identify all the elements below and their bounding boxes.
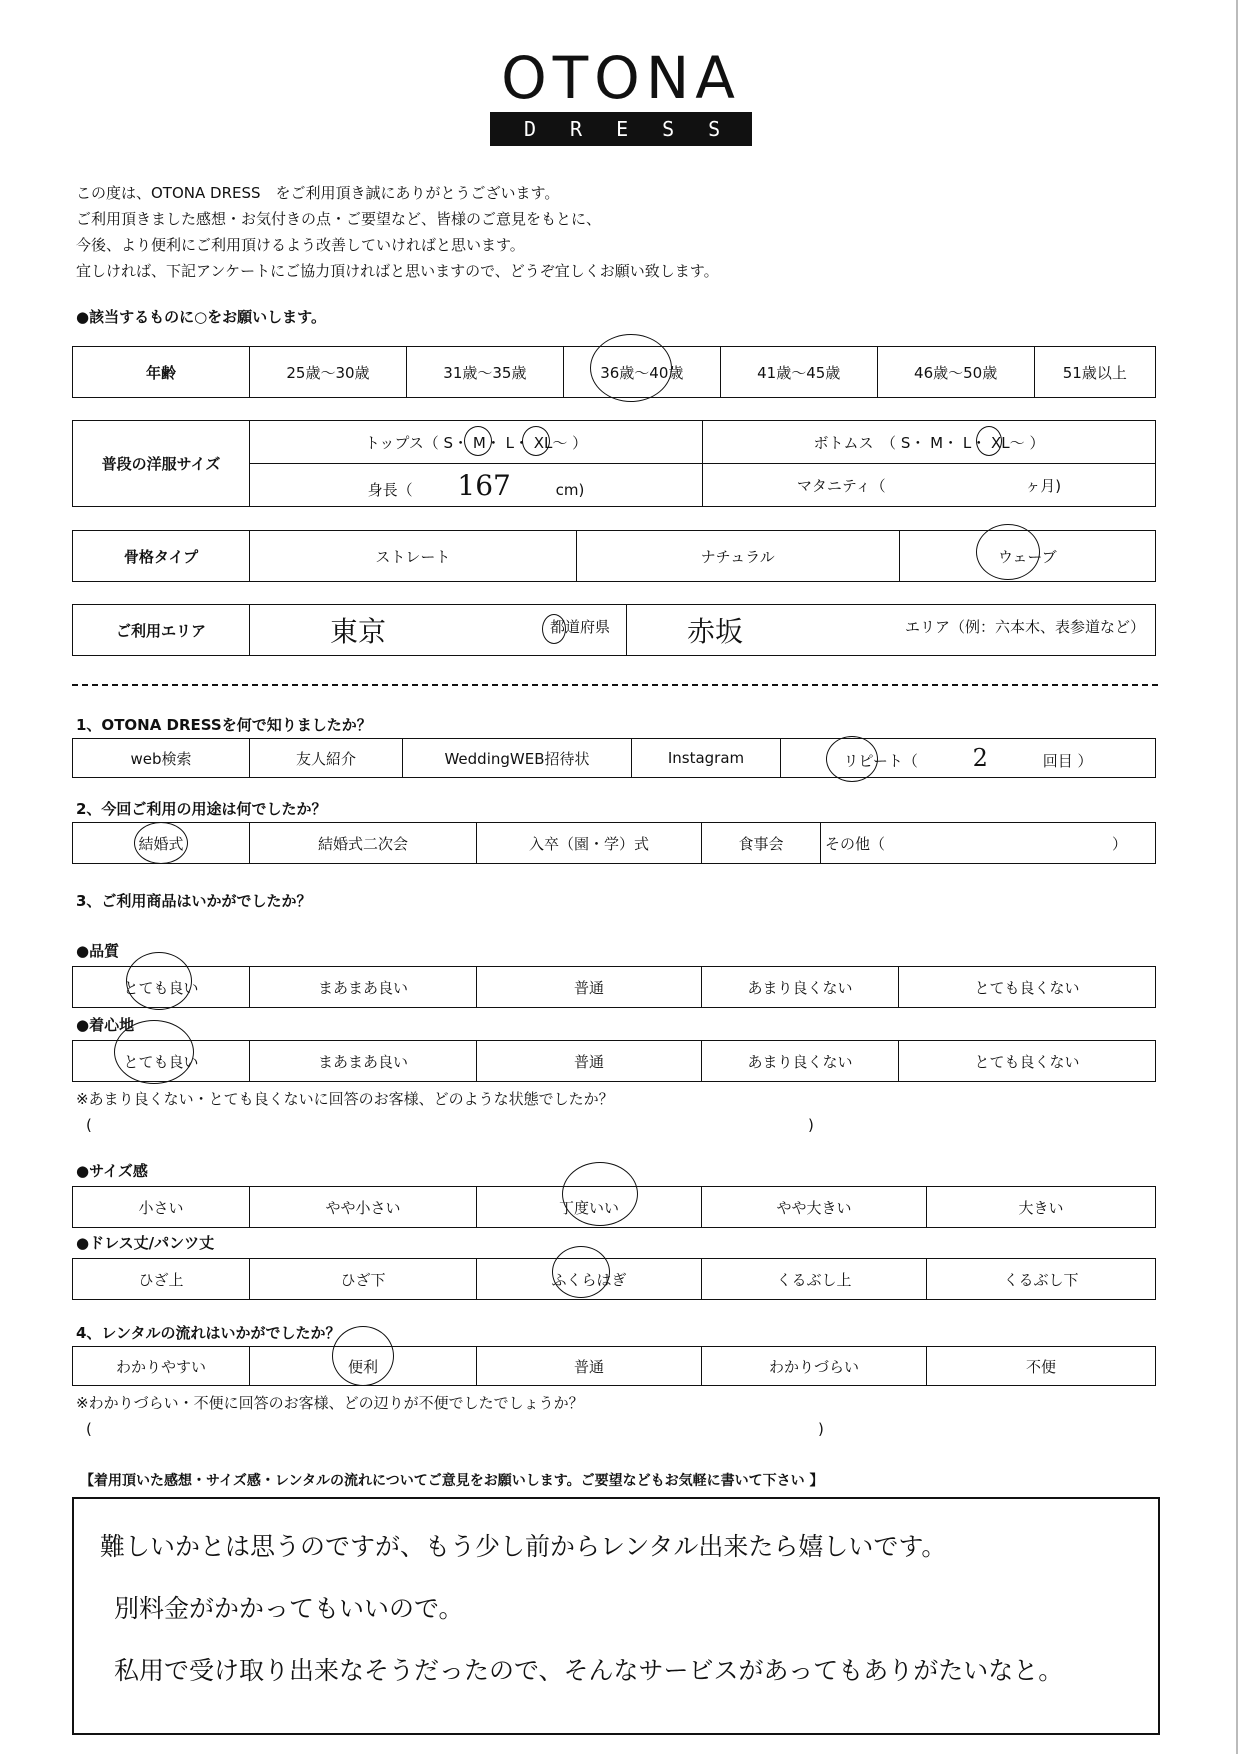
q2-other-cell[interactable] (821, 823, 1156, 864)
prefecture-value: 東京 (330, 615, 387, 648)
fit-label: ●サイズ感 (76, 1162, 148, 1180)
selection-circle (562, 1162, 638, 1226)
fit-option[interactable]: やや大きい (702, 1187, 927, 1228)
bottoms-size-cell[interactable]: ボトムス （ S・ M・ L・ XL～ ） (703, 421, 1156, 464)
area-table (72, 604, 1156, 656)
intro-line: ご利用頂きました感想・お気付きの点・ご要望など、皆様のご意見をもとに、 (76, 210, 602, 228)
comfort-option[interactable]: とても良い (73, 1041, 250, 1082)
selection-circle (464, 426, 492, 456)
age-option[interactable]: 25歳～30歳 (250, 347, 407, 398)
q1-title: 1、OTONA DRESSを何で知りましたか？ (76, 716, 372, 734)
height-value: 167 (457, 468, 511, 502)
fit-option[interactable]: 大きい (927, 1187, 1156, 1228)
quality-option[interactable]: 普通 (477, 967, 702, 1008)
intro-text (76, 180, 719, 284)
body-type-option[interactable]: ウェーブ (899, 531, 1155, 582)
instruction-text: ●該当するものに○をお願いします。 (76, 308, 326, 326)
size-label: 普段の洋服サイズ (73, 421, 250, 507)
maternity-unit: ヶ月) (1025, 476, 1062, 495)
quality-option[interactable]: まあまあ良い (250, 967, 477, 1008)
logo-subtitle: DRESS (490, 112, 752, 146)
bottoms-s: S (900, 433, 911, 452)
age-option[interactable]: 51歳以上 (1034, 347, 1155, 398)
tops-m: M (472, 433, 486, 452)
selection-circle (134, 822, 188, 864)
age-option[interactable]: 31歳～35歳 (406, 347, 563, 398)
bottoms-suffix: ） (1029, 433, 1045, 452)
bottoms-m: M (930, 433, 944, 452)
body-type-label: 骨格タイプ (73, 531, 250, 582)
q4-paren-close: ) (818, 1420, 824, 1438)
q1-option[interactable]: 友人紹介 (250, 739, 403, 778)
bottoms-xl: XL～ (991, 433, 1025, 452)
area-hint: エリア（例：六本木、表参道など） (904, 618, 1145, 636)
q4-title: 4、レンタルの流れはいかがでしたか？ (76, 1324, 341, 1342)
selection-circle (332, 1326, 394, 1386)
repeat-suffix: 回目 ） (1042, 752, 1093, 770)
length-option[interactable]: ふくらはぎ (477, 1259, 702, 1300)
repeat-value: 2 (972, 744, 988, 772)
length-label: ●ドレス丈/パンツ丈 (76, 1234, 215, 1252)
tops-s: S (443, 433, 454, 452)
fit-option[interactable]: 小さい (73, 1187, 250, 1228)
length-option[interactable]: ひざ下 (250, 1259, 477, 1300)
comfort-table (72, 1040, 1156, 1082)
length-option[interactable]: ひざ上 (73, 1259, 250, 1300)
dashed-divider (72, 684, 1158, 686)
q4-note: ※わかりづらい・不便に回答のお客様、どの辺りが不便でしたでしょうか？ (76, 1394, 584, 1412)
q1-option[interactable]: web検索 (73, 739, 250, 778)
q2-option[interactable]: 結婚式 (73, 823, 250, 864)
tops-suffix: ） (572, 433, 588, 452)
q4-table (72, 1346, 1156, 1386)
age-option[interactable]: 36歳～40歳 (563, 347, 720, 398)
prefecture-suffix: 都道府県 (549, 618, 610, 636)
fit-option[interactable]: 丁度いい (477, 1187, 702, 1228)
tops-size-cell[interactable]: トップス（ S・ M・ L・ XL～ ） (250, 421, 703, 464)
length-option[interactable]: くるぶし下 (927, 1259, 1156, 1300)
q3-paren-open: ( (86, 1116, 92, 1134)
other-label: その他（ (825, 834, 886, 853)
quality-option[interactable]: とても良い (73, 967, 250, 1008)
other-close: ） (1111, 834, 1127, 853)
q4-paren-open: ( (86, 1420, 92, 1438)
quality-table (72, 966, 1156, 1008)
logo-wordmark: OTONA (501, 44, 741, 112)
q1-option[interactable]: Instagram (632, 739, 781, 778)
free-comment-box[interactable] (72, 1497, 1160, 1735)
height-unit: cm) (555, 480, 585, 499)
selection-circle (126, 952, 192, 1010)
comment-line: 私用で受け取り出来なそうだったので、そんなサービスがあってもありがたいなと。 (114, 1656, 1064, 1685)
body-type-option[interactable]: ナチュラル (576, 531, 899, 582)
prefecture-cell[interactable] (250, 605, 627, 656)
q4-option[interactable]: わかりづらい (702, 1347, 927, 1386)
length-option[interactable]: くるぶし上 (702, 1259, 927, 1300)
selection-circle (114, 1020, 194, 1084)
q2-option[interactable]: 食事会 (702, 823, 821, 864)
selection-circle (542, 614, 566, 644)
height-cell[interactable] (250, 464, 703, 507)
maternity-prefix: マタニティ（ (796, 476, 886, 495)
tops-xl: XL～ (533, 433, 568, 452)
bottoms-l: L (962, 433, 972, 452)
age-label: 年齢 (73, 347, 250, 398)
q3-title: 3、ご利用商品はいかがでしたか？ (76, 892, 312, 910)
comfort-option[interactable]: あまり良くない (702, 1041, 899, 1082)
q4-option[interactable]: 普通 (477, 1347, 702, 1386)
selection-circle (826, 736, 878, 782)
maternity-cell[interactable] (703, 464, 1156, 507)
intro-line: 今後、より便利にご利用頂けるよう改善していければと思います。 (76, 236, 525, 254)
quality-option[interactable]: とても良くない (899, 967, 1156, 1008)
area-value: 赤坂 (687, 615, 744, 648)
q2-option[interactable]: 結婚式二次会 (250, 823, 477, 864)
q2-title: 2、今回ご利用の用途は何でしたか？ (76, 800, 327, 818)
q3-paren-close: ) (808, 1116, 814, 1134)
free-comment-title: 【着用頂いた感想・サイズ感・レンタルの流れについてご意見をお願いします。ご要望などもお気軽に書いて下さい 】 (80, 1473, 824, 1489)
comment-line: 難しいかとは思うのですが、もう少し前からレンタル出来たら嬉しいです。 (100, 1532, 947, 1561)
q4-option[interactable]: 便利 (250, 1347, 477, 1386)
quality-label: ●品質 (76, 942, 120, 960)
tops-prefix: トップス（ (364, 433, 439, 452)
area-cell[interactable] (627, 605, 1156, 656)
q2-option[interactable]: 入卒（園・学）式 (477, 823, 702, 864)
selection-circle (976, 524, 1040, 580)
intro-line: この度は、OTONA DRESS をご利用頂き誠にありがとうございます。 (76, 184, 560, 202)
height-prefix: 身長（ (367, 480, 413, 499)
quality-option[interactable]: あまり良くない (702, 967, 899, 1008)
q2-table (72, 822, 1156, 864)
q4-option[interactable]: わかりやすい (73, 1347, 250, 1386)
comment-line: 別料金がかかってもいいので。 (114, 1594, 464, 1623)
body-type-option[interactable]: ストレート (250, 531, 577, 582)
bottoms-prefix: ボトムス （ (813, 433, 897, 452)
comfort-option[interactable]: まあまあ良い (250, 1041, 477, 1082)
selection-circle (522, 426, 550, 456)
q4-option[interactable]: 不便 (927, 1347, 1156, 1386)
area-label: ご利用エリア (73, 605, 250, 656)
age-option[interactable]: 41歳～45歳 (720, 347, 877, 398)
selection-circle (976, 426, 1002, 456)
repeat-prefix: リピート（ (843, 752, 918, 770)
q1-table (72, 738, 1156, 778)
q1-option[interactable]: WeddingWEB招待状 (403, 739, 632, 778)
selection-circle (590, 334, 672, 402)
q3-note: ※あまり良くない・とても良くないに回答のお客様、どのような状態でしたか？ (76, 1090, 614, 1108)
scan-edge-line (1236, 0, 1238, 1754)
otona-dress-logo (488, 44, 755, 146)
fit-option[interactable]: やや小さい (250, 1187, 477, 1228)
selection-circle (552, 1246, 610, 1298)
length-table (72, 1258, 1156, 1300)
comfort-label: ●着心地 (76, 1016, 135, 1034)
tops-l: L (505, 433, 514, 452)
comfort-option[interactable]: 普通 (477, 1041, 702, 1082)
comfort-option[interactable]: とても良くない (899, 1041, 1156, 1082)
age-option[interactable]: 46歳～50歳 (877, 347, 1034, 398)
intro-line: 宜しければ、下記アンケートにご協力頂ければと思いますので、どうぞ宜しくお願い致します。 (76, 262, 719, 280)
